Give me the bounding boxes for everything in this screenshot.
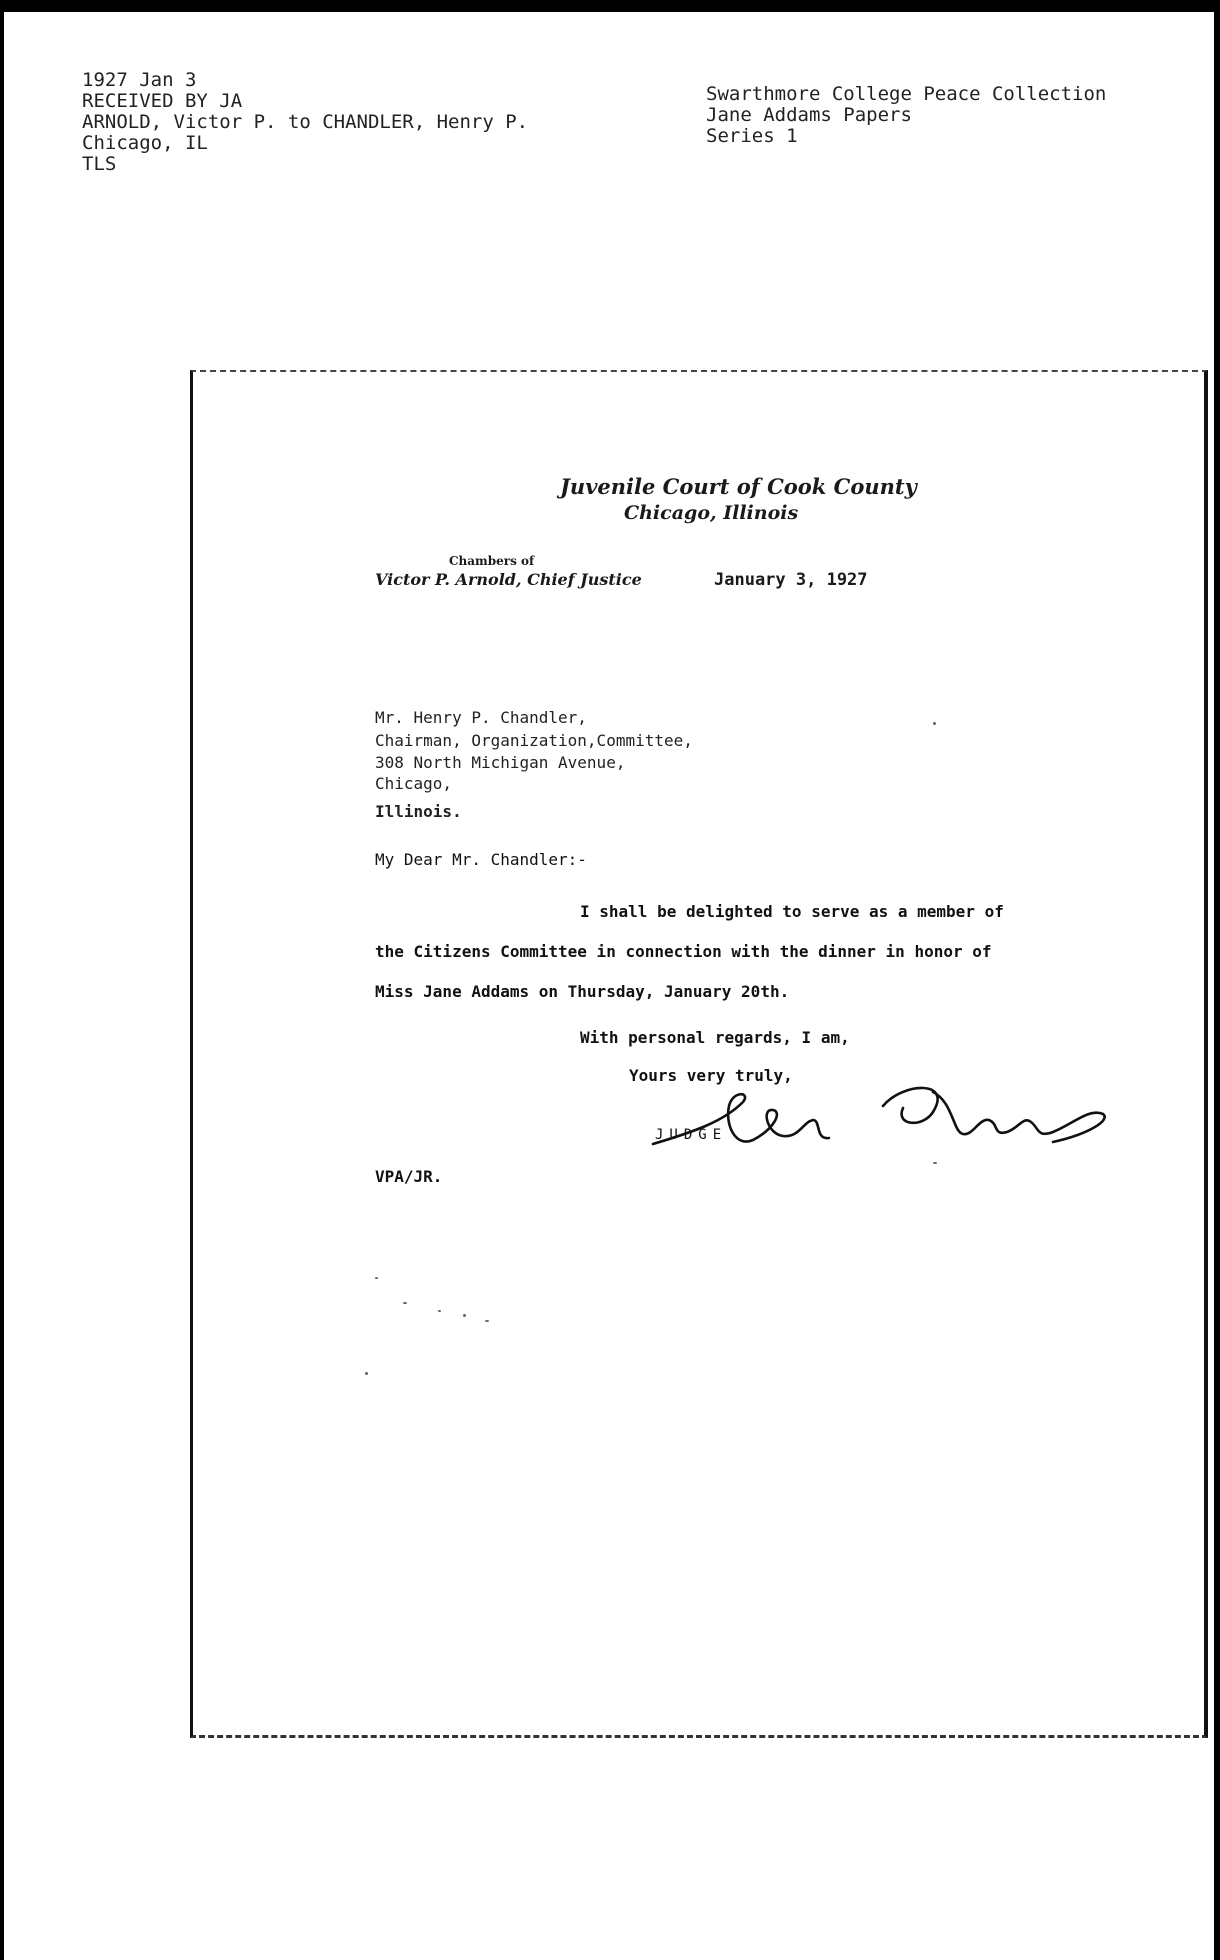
letter-date: January 3, 1927 (714, 570, 868, 590)
scan-speck (485, 1320, 489, 1322)
scan-top-border (0, 0, 1220, 12)
archive-doc-type: TLS (82, 153, 117, 175)
recipient-title: Chairman, Organization,Committee, (375, 731, 693, 750)
archive-correspondents: ARNOLD, Victor P. to CHANDLER, Henry P. (82, 111, 529, 133)
letterhead-city: Chicago, Illinois (624, 502, 799, 524)
closing-line: Yours very truly, (629, 1066, 793, 1085)
archive-place: Chicago, IL (82, 132, 208, 154)
letterhead-chambers: Chambers of (449, 554, 535, 568)
archive-received: RECEIVED BY JA (82, 90, 243, 112)
body-line-1: I shall be delighted to serve as a member of (580, 902, 1004, 921)
recipient-city: Chicago, (375, 774, 453, 793)
scan-speck (365, 1372, 368, 1375)
recipient-name: Mr. Henry P. Chandler, (375, 708, 587, 727)
scan-right-border (1214, 0, 1220, 1960)
recipient-state: Illinois. (375, 802, 462, 821)
body-line-3: Miss Jane Addams on Thursday, January 20th. (375, 982, 790, 1001)
archive-series: Series 1 (706, 125, 798, 147)
archive-header-right (706, 84, 1106, 147)
archive-collection: Swarthmore College Peace Collection (706, 83, 1107, 105)
recipient-street: 308 North Michigan Avenue, (375, 753, 626, 772)
letterhead-court: Juvenile Court of Cook County (560, 474, 917, 499)
body-line-2: the Citizens Committee in connection with the dinner in honor of (375, 942, 992, 961)
scan-speck (438, 1310, 441, 1312)
signature-title: JUDGE (655, 1127, 728, 1143)
scan-left-border (0, 0, 4, 1960)
archive-papers: Jane Addams Papers (706, 104, 912, 126)
letter-page (190, 370, 1208, 1738)
scan-speck (375, 1277, 378, 1279)
archive-header-left (82, 70, 528, 175)
salutation: My Dear Mr. Chandler:- (375, 850, 587, 869)
letterhead-judge-name: Victor P. Arnold, Chief Justice (375, 570, 642, 589)
scan-speck (933, 722, 936, 725)
handwritten-signature (633, 1062, 1113, 1172)
scan-speck (933, 1162, 937, 1164)
archive-date: 1927 Jan 3 (82, 69, 197, 91)
scan-speck (403, 1302, 407, 1304)
scan-speck (463, 1314, 466, 1317)
regards-line: With personal regards, I am, (580, 1028, 850, 1047)
typist-initials: VPA/JR. (375, 1167, 443, 1186)
